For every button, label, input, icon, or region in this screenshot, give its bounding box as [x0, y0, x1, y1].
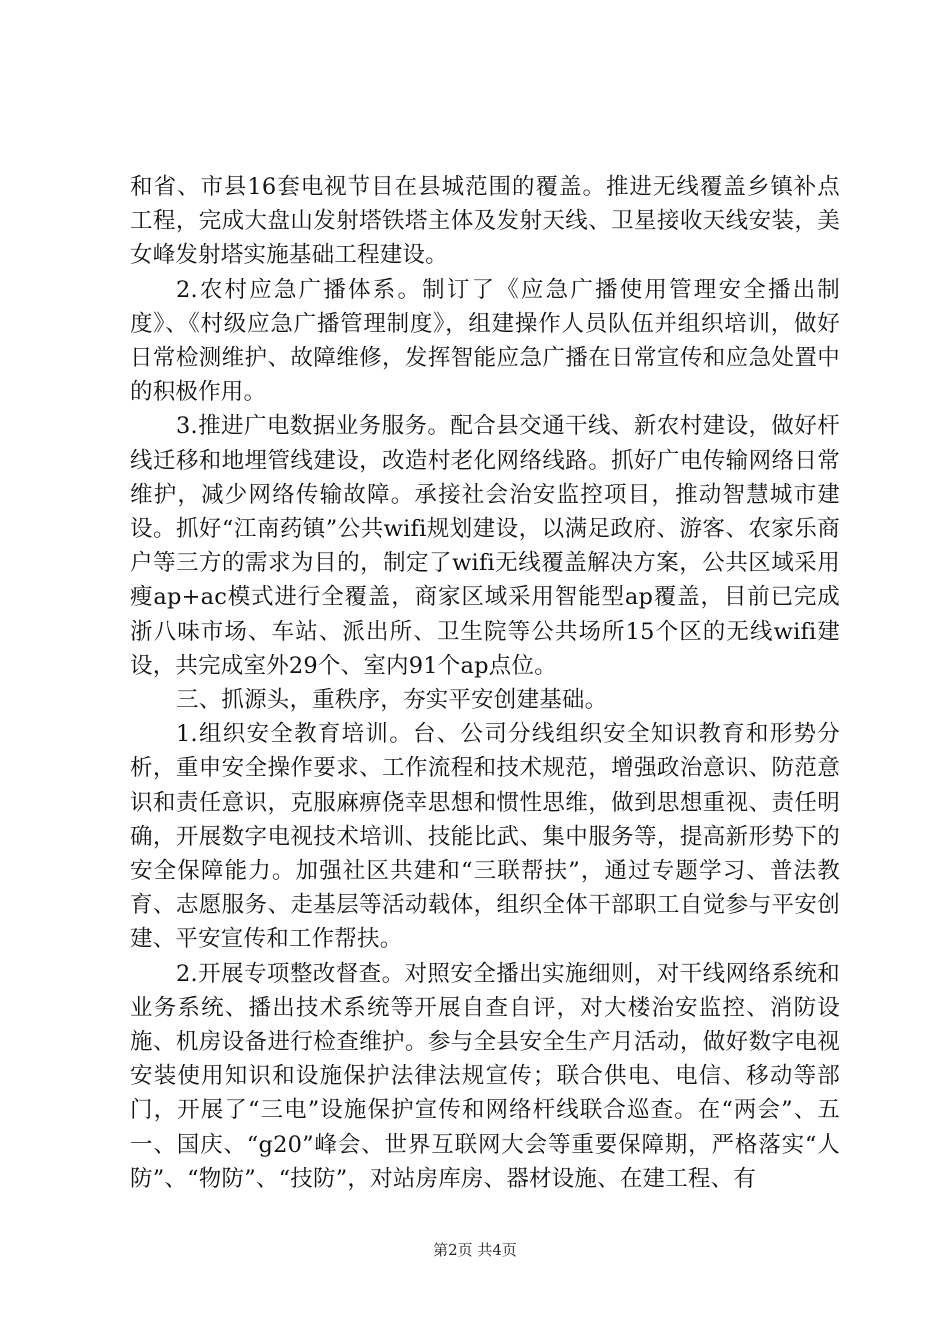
paragraph-continuation: 和省、市县16套电视节目在县城范围的覆盖。推进无线覆盖乡镇补点工程，完成大盘山发射塔铁塔主体及发射天线、卫星接收天线安装，美女峰发射塔实施基础工程建设。	[130, 174, 840, 269]
paragraph-special-inspection: 2.开展专项整改督查。对照安全播出实施细则，对干线网络系统和业务系统、播出技术系统等开展自查自评，对大楼治安监控、消防设施、机房设备进行检查维护。参与全县安全生产月活动，做好数字电视安装使用知识和设施保护法律法规宣传；联合供电、电信、移动等部门，开展了“三电”设施保护宣传和网络杆线联合巡查。在“两会”、五一、国庆、“g20”峰会、世界互联网大会等重要保障期，严格落实“人防”、“物防”、“技防”，对站房库房、器材设施、在建工程、有	[130, 960, 840, 1192]
paragraph-safety-training: 1.组织安全教育培训。台、公司分线组织安全知识教育和形势分析，重申安全操作要求、工作流程和技术规范，增强政治意识、防范意识和责任意识，克服麻痹侥幸思想和惯性思维，做到思想重视、责任明确，开展数字电视技术培训、技能比武、集中服务等，提高新形势下的安全保障能力。加强社区共建和“三联帮扶”，通过专题学习、普法教育、志愿服务、走基层等活动载体，组织全体干部职工自觉参与平安创建、平安宣传和工作帮扶。	[130, 721, 840, 953]
paragraph-data-services: 3.推进广电数据业务服务。配合县交通干线、新农村建设，做好杆线迁移和地埋管线建设，改造村老化网络线路。抓好广电传输网络日常维护，减少网络传输故障。承接社会治安监控项目，推动智慧城市建设。抓好“江南药镇”公共wifi规划建设，以满足政府、游客、农家乐商户等三方的需求为目的，制定了wifi无线覆盖解决方案，公共区域采用瘦ap+ac模式进行全覆盖，商家区域采用智能型ap覆盖，目前已完成浙八味市场、车站、派出所、卫生院等公共场所15个区的无线wifi建设，共完成室外29个、室内91个ap点位。	[130, 413, 840, 679]
page-number-footer: 第2页 共4页	[433, 1241, 517, 1259]
section-heading-three: 三、抓源头，重秩序，夯实平安创建基础。	[176, 687, 608, 714]
paragraph-emergency-broadcast: 2.农村应急广播体系。制订了《应急广播使用管理安全播出制度》、《村级应急广播管理制度》，组建操作人员队伍并组织培训，做好日常检测维护、故障维修，发挥智能应急广播在日常宣传和应急处置中的积极作用。	[130, 276, 840, 406]
document-body	[130, 170, 840, 1196]
